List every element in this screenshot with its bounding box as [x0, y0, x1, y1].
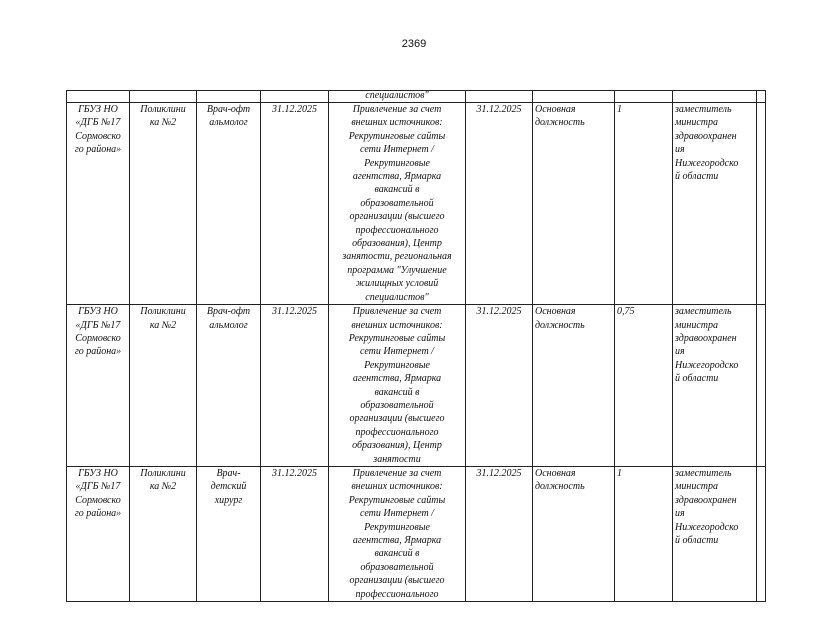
date-cell: 31.12.2025 [261, 466, 329, 601]
table-cell [197, 91, 261, 103]
responsible-cell: заместитель министра здравоохранен ия Нижегородско й области [673, 466, 757, 601]
vacancy-table [66, 90, 766, 602]
deadline-cell: 31.12.2025 [466, 305, 533, 467]
position-cell: Врач- детский хирург [197, 466, 261, 601]
deadline-cell: 31.12.2025 [466, 103, 533, 305]
position-cell: Врач-офт альмолог [197, 305, 261, 467]
page-number: 2369 [401, 38, 427, 50]
type-cell: Основная должность [533, 103, 615, 305]
date-cell: 31.12.2025 [261, 103, 329, 305]
rate-cell: 1 [615, 466, 673, 601]
org-cell: ГБУЗ НО «ДГБ №17 Сормовско го района» [67, 466, 130, 601]
source-cell: Привлечение за счет внешних источников: Рекрутинговые сайты сети Интернет / Рекрутинговые агентства, Ярмарка вакансий в образовательной организации (высшего профессионального образования), Центр занятости, региональная программа "Улучшение жилищных условий специалистов" [329, 103, 466, 305]
unit-cell: Поликлини ка №2 [130, 466, 197, 601]
table-cell [757, 103, 766, 305]
table-cell [261, 91, 329, 103]
table-cell [757, 91, 766, 103]
source-cell: Привлечение за счет внешних источников: Рекрутинговые сайты сети Интернет / Рекрутинговые агентства, Ярмарка вакансий в образовательной организации (высшего профессионального [329, 466, 466, 601]
table-cell [533, 91, 615, 103]
table-cell [130, 91, 197, 103]
unit-cell: Поликлини ка №2 [130, 103, 197, 305]
table-cell [673, 91, 757, 103]
table-row [67, 466, 766, 601]
date-cell: 31.12.2025 [261, 305, 329, 467]
unit-cell: Поликлини ка №2 [130, 305, 197, 467]
responsible-cell: заместитель министра здравоохранен ия Нижегородско й области [673, 305, 757, 467]
table-cell [67, 91, 130, 103]
rate-cell: 0,75 [615, 305, 673, 467]
table-cell [757, 305, 766, 467]
table-cell [757, 466, 766, 601]
org-cell: ГБУЗ НО «ДГБ №17 Сормовско го района» [67, 305, 130, 467]
rate-cell: 1 [615, 103, 673, 305]
deadline-cell: 31.12.2025 [466, 466, 533, 601]
table-row [67, 103, 766, 305]
source-cell: Привлечение за счет внешних источников: Рекрутинговые сайты сети Интернет / Рекрутинговые агентства, Ярмарка вакансий в образовательной организации (высшего профессионального образования), Центр занятости [329, 305, 466, 467]
table-cell [466, 91, 533, 103]
continuation-row [67, 91, 766, 103]
responsible-cell: заместитель министра здравоохранен ия Нижегородско й области [673, 103, 757, 305]
org-cell: ГБУЗ НО «ДГБ №17 Сормовско го района» [67, 103, 130, 305]
table-cell [615, 91, 673, 103]
type-cell: Основная должность [533, 466, 615, 601]
type-cell: Основная должность [533, 305, 615, 467]
table-cell: специалистов" [329, 91, 466, 103]
position-cell: Врач-офт альмолог [197, 103, 261, 305]
table-row [67, 305, 766, 467]
